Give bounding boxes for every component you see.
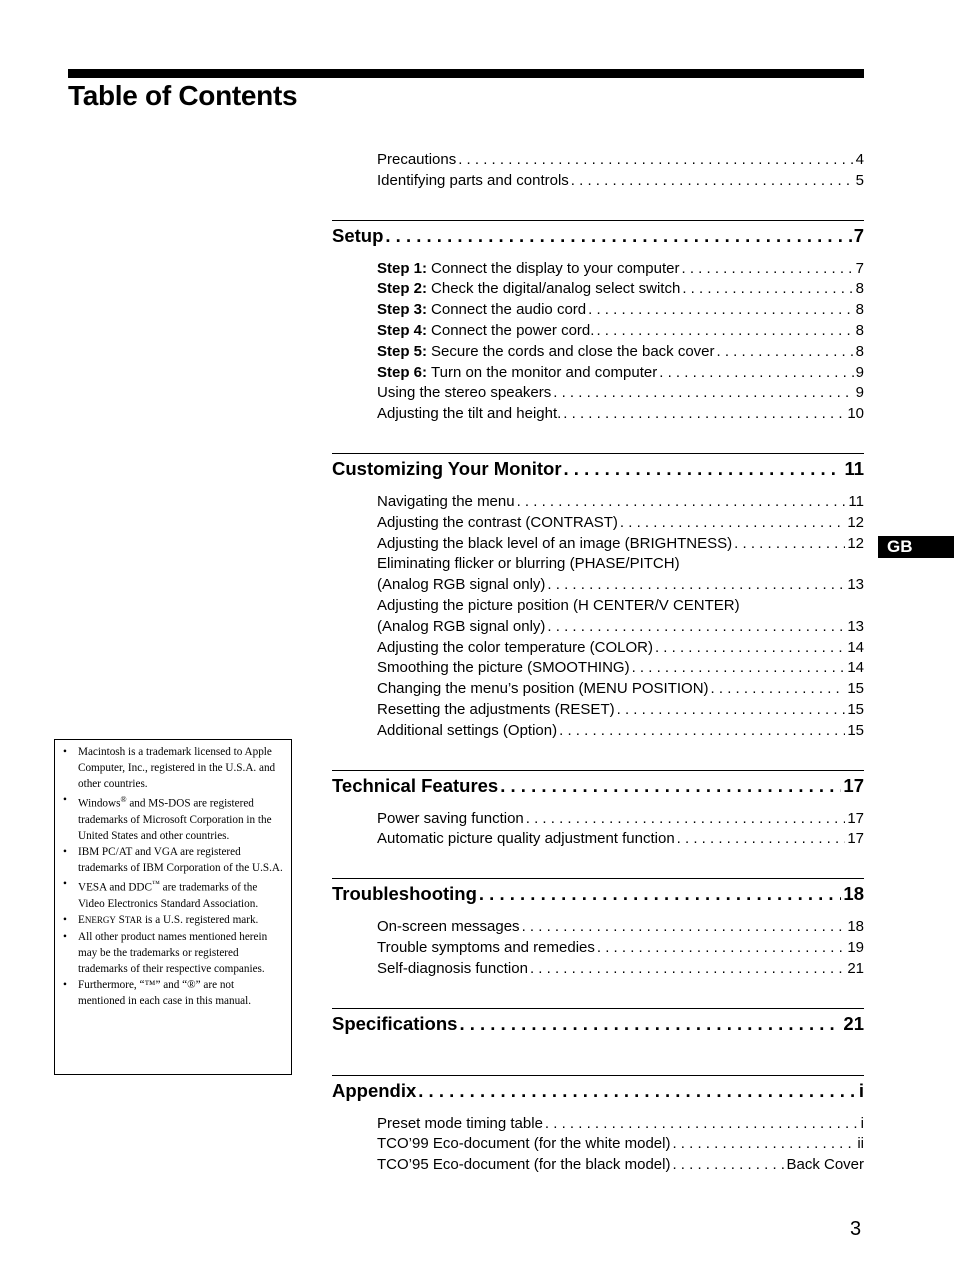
section-heading-page: i (858, 1079, 864, 1101)
toc-entry-page: 8 (855, 280, 864, 298)
dot-leader (734, 534, 845, 555)
toc-entry-page: 9 (855, 384, 864, 402)
toc-entry (377, 383, 864, 404)
toc-entry-text: On-screen messages (377, 918, 520, 936)
section-heading (332, 878, 864, 917)
toc-entry-text: Changing the menu’s position (MENU POSITION) (377, 680, 709, 698)
toc-entry-page: 13 (847, 617, 864, 635)
toc-entry-text: Connect the power cord. (431, 321, 595, 339)
page-title: Table of Contents (68, 80, 298, 111)
toc-entry-page: 7 (855, 259, 864, 277)
toc-entry (377, 404, 864, 425)
toc-entry (377, 700, 864, 721)
toc-entry-page: 17 (847, 809, 864, 827)
trademarks-box (54, 739, 292, 1075)
toc-entry-text: Self-diagnosis function (377, 959, 528, 977)
toc-entry (377, 171, 864, 192)
intro-entries (332, 150, 864, 192)
toc-entry-text: Trouble symptoms and remedies (377, 938, 595, 956)
toc-entry (377, 917, 864, 938)
dot-leader (522, 917, 846, 938)
toc-entry-text: Power saving function (377, 809, 524, 827)
toc-entry-page: 15 (847, 700, 864, 718)
dot-leader (659, 363, 853, 384)
section-entries (332, 809, 864, 851)
toc-entry-page: 4 (855, 151, 864, 168)
toc-entry-page: Back Cover (786, 1156, 864, 1174)
toc-entry (377, 342, 864, 363)
toc-entry-step: Step 5: (377, 342, 428, 360)
toc-entry-text: Adjusting the color temperature (COLOR) (377, 638, 653, 656)
dot-leader (459, 1013, 841, 1035)
dot-leader (672, 1155, 784, 1176)
toc-entry (377, 638, 864, 659)
toc-entry (377, 596, 864, 617)
table-of-contents (332, 150, 864, 1176)
toc-entry-text: TCO’95 Eco-document (for the black model) (377, 1156, 671, 1174)
toc-entry (377, 938, 864, 959)
trademark-windows: • Windows® and MS-DOS are registered trademarks of Microsoft Corporation in the United States and other countries. (63, 792, 283, 844)
toc-entry (377, 679, 864, 700)
toc-entry-text: Connect the audio cord (431, 301, 587, 319)
toc-entry-page: 17 (847, 830, 864, 848)
section-heading-text: Specifications (332, 1012, 458, 1034)
trademark-energy-star: • ENERGY STAR is a U.S. registered mark. (63, 912, 283, 928)
toc-entry-text: Eliminating flicker or blurring (PHASE/PITCH) (377, 555, 680, 573)
toc-entry-text: (Analog RGB signal only) (377, 617, 546, 635)
toc-entry-page: 8 (855, 342, 864, 360)
toc-section (332, 1075, 864, 1176)
toc-entry (377, 809, 864, 830)
top-rule (68, 69, 864, 78)
toc-section (332, 453, 864, 742)
toc-entry-text: Adjusting the tilt and height. (377, 405, 562, 423)
dot-leader (632, 658, 846, 679)
section-heading-page: 17 (843, 774, 864, 796)
dot-leader (458, 150, 853, 171)
trademark-other: • All other product names mentioned herein may be the trademarks or registered trademarks of their respective companies. (63, 929, 283, 977)
toc-entry (377, 959, 864, 980)
toc-entry (377, 300, 864, 321)
toc-entry-text: Smoothing the picture (SMOOTHING) (377, 659, 630, 677)
dot-leader (530, 959, 845, 980)
toc-entry-text: Adjusting the black level of an image (BRIGHTNESS) (377, 534, 733, 552)
section-heading-page: 18 (843, 883, 864, 905)
toc-entry (377, 829, 864, 850)
dot-leader (681, 259, 853, 280)
toc-entry-page: 11 (848, 492, 864, 510)
section-heading-page: 21 (843, 1012, 864, 1034)
toc-entry-text: Resetting the adjustments (RESET) (377, 700, 615, 718)
toc-entry-text: TCO’99 Eco-document (for the white model) (377, 1135, 671, 1153)
toc-entry (377, 575, 864, 596)
dot-leader (617, 700, 846, 721)
toc-entry (377, 279, 864, 300)
language-tab: GB (878, 536, 954, 558)
toc-entry (377, 259, 864, 280)
section-heading-page: 7 (853, 224, 864, 246)
dot-leader (545, 1114, 859, 1135)
dot-leader (717, 342, 854, 363)
section-heading-text: Customizing Your Monitor (332, 457, 562, 479)
dot-leader (553, 383, 853, 404)
dot-leader (571, 171, 854, 192)
toc-entry-page: 13 (847, 576, 864, 594)
toc-entry-step: Step 2: (377, 280, 428, 298)
section-heading-text: Troubleshooting (332, 883, 477, 905)
toc-entry (377, 492, 864, 513)
toc-entry-text: (Analog RGB signal only) (377, 576, 546, 594)
toc-entry (377, 1155, 864, 1176)
trademark-furthermore: • Furthermore, “™” and “®” are not mentioned in each case in this manual. (63, 977, 283, 1009)
toc-entry-text: Preset mode timing table (377, 1114, 543, 1132)
section-heading-text: Technical Features (332, 774, 499, 796)
toc-entry-page: 14 (847, 659, 864, 677)
toc-entry-page: 5 (855, 171, 864, 189)
section-heading-text: Appendix (332, 1079, 417, 1101)
dot-leader (711, 679, 846, 700)
section-entries (332, 1114, 864, 1176)
toc-entry-text: Automatic picture quality adjustment function (377, 830, 675, 848)
section-heading (332, 770, 864, 809)
toc-entry-page: 15 (847, 680, 864, 698)
section-heading (332, 453, 864, 492)
toc-entry-text: Connect the display to your computer (431, 259, 680, 277)
toc-entry (377, 321, 864, 342)
toc-entry-text: Precautions (377, 151, 457, 168)
toc-entry-page: 18 (847, 918, 864, 936)
toc-entry-page: 14 (847, 638, 864, 656)
toc-entry-step: Step 4: (377, 321, 428, 339)
dot-leader (620, 513, 845, 534)
page-number: 3 (850, 1218, 862, 1240)
toc-entry (377, 363, 864, 384)
section-heading (332, 220, 864, 259)
toc-entry-step: Step 6: (377, 363, 428, 381)
toc-entry-text: Turn on the monitor and computer (431, 363, 658, 381)
dot-leader (500, 775, 841, 797)
section-heading-text: Setup (332, 224, 384, 246)
trademark-macintosh: • Macintosh is a trademark licensed to Apple Computer, Inc., registered in the U.S.A. and other countries. (63, 744, 283, 792)
toc-entry-page: 10 (847, 405, 864, 423)
toc-entry (377, 1134, 864, 1155)
toc-entry (377, 721, 864, 742)
toc-entry-text: Adjusting the contrast (CONTRAST) (377, 513, 618, 531)
dot-leader (559, 721, 845, 742)
toc-entry-text: Adjusting the picture position (H CENTER/V CENTER) (377, 596, 740, 614)
toc-entry-step: Step 1: (377, 259, 428, 277)
toc-section (332, 770, 864, 851)
section-heading (332, 1008, 864, 1047)
section-entries (332, 917, 864, 979)
dot-leader (479, 883, 842, 905)
trademark-ibm: • IBM PC/AT and VGA are registered trademarks of IBM Corporation of the U.S.A. (63, 844, 283, 876)
dot-leader (547, 617, 845, 638)
section-heading (332, 1075, 864, 1114)
toc-entry-page: 8 (855, 301, 864, 319)
dot-leader (682, 279, 853, 300)
toc-entry-page: 19 (847, 938, 864, 956)
dot-leader (526, 809, 846, 830)
toc-entry (377, 513, 864, 534)
trademark-vesa: • VESA and DDC™ are trademarks of the Video Electronics Standard Association. (63, 876, 283, 912)
toc-entry-page: 9 (855, 363, 864, 381)
toc-entry-page: ii (857, 1135, 864, 1153)
section-entries (332, 492, 864, 742)
toc-entry (377, 617, 864, 638)
toc-entry-page: i (860, 1114, 864, 1132)
toc-entry-page: 15 (847, 721, 864, 739)
toc-entry-page: 21 (847, 959, 864, 977)
toc-entry (377, 534, 864, 555)
toc-entry-text: Check the digital/analog select switch (431, 280, 681, 298)
dot-leader (588, 300, 854, 321)
dot-leader (418, 1080, 857, 1102)
toc-entry-text: Additional settings (Option) (377, 721, 558, 739)
dot-leader (672, 1134, 855, 1155)
toc-section (332, 1008, 864, 1047)
toc-section (332, 220, 864, 425)
section-heading-page: 11 (844, 457, 864, 479)
toc-section (332, 878, 864, 979)
toc-entry (377, 554, 864, 575)
dot-leader (655, 638, 845, 659)
dot-leader (596, 321, 853, 342)
dot-leader (564, 458, 843, 480)
dot-leader (547, 575, 845, 596)
dot-leader (517, 492, 847, 513)
toc-entry-text: Navigating the menu (377, 492, 515, 510)
dot-leader (597, 938, 845, 959)
toc-entry-text: Using the stereo speakers (377, 384, 552, 402)
toc-entry-text: Identifying parts and controls (377, 171, 569, 189)
section-entries (332, 259, 864, 425)
toc-entry-step: Step 3: (377, 301, 428, 319)
toc-entry (377, 658, 864, 679)
dot-leader (563, 404, 845, 425)
dot-leader (677, 829, 846, 850)
toc-entry (377, 150, 864, 171)
toc-entry-page: 12 (847, 534, 864, 552)
toc-entry-page: 12 (847, 513, 864, 531)
dot-leader (385, 225, 851, 247)
toc-entry-page: 8 (855, 321, 864, 339)
toc-entry (377, 1114, 864, 1135)
toc-entry-text: Secure the cords and close the back cover (431, 342, 715, 360)
